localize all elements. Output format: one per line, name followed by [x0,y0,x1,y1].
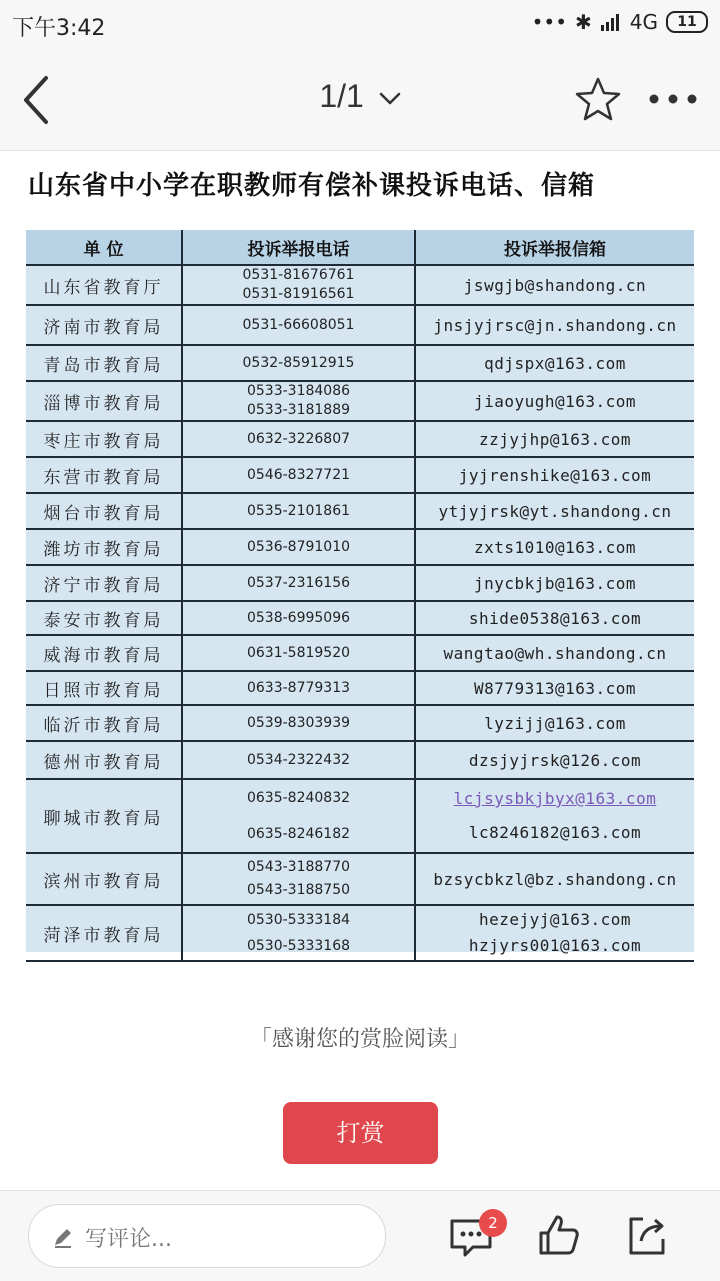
unit-cell: 青岛市教育局 [26,345,182,381]
unit-cell: 德州市教育局 [26,741,182,779]
unit-cell: 滨州市教育局 [26,853,182,905]
table-row [26,741,694,779]
unit-cell: 泰安市教育局 [26,601,182,635]
phone-cell [182,853,415,905]
header-unit: 单 位 [26,230,182,265]
top-nav-bar [0,50,720,151]
email-value: ytjyjrsk@yt.shandong.cn [438,501,672,521]
table-row [26,529,694,565]
unit-cell: 潍坊市教育局 [26,529,182,565]
phone-cell [182,779,415,853]
email-cell [415,779,694,853]
table-row [26,601,694,635]
email-cell [415,635,694,671]
thanks-text: 「感谢您的赏脸阅读」 [249,1027,470,1052]
email-cell [415,905,694,961]
email-value: jswgjb@shandong.cn [463,275,647,295]
phone-cell [182,265,415,305]
email-value: lyzijj@163.com [484,713,626,733]
phone-value: 0533-3181889 [246,402,351,418]
unit-cell: 淄博市教育局 [26,381,182,421]
email-value: shide0538@163.com [468,608,642,628]
unit-cell: 临沂市教育局 [26,705,182,741]
share-icon[interactable] [623,1211,671,1259]
signal-icon [600,13,622,31]
email-cell [415,457,694,493]
unit-cell: 威海市教育局 [26,635,182,671]
email-cell [415,741,694,779]
unit-cell: 烟台市教育局 [26,493,182,529]
unit-cell: 山东省教育厅 [26,265,182,305]
phone-value: 0543-3188750 [246,882,351,898]
phone-value: 0635-8240832 [246,790,351,806]
email-value: zxts1010@163.com [473,537,637,557]
email-cell [415,565,694,601]
phone-value: 0533-3184086 [246,383,351,399]
article-title: 山东省中小学在职教师有偿补课投诉电话、信箱 [28,171,596,201]
reward-button[interactable]: 打赏 [283,1102,438,1164]
table-row [26,565,694,601]
phone-value: 0543-3188770 [246,859,351,875]
email-value: dzsjyjrsk@126.com [468,750,642,770]
table-row [26,381,694,421]
status-bar [0,0,720,50]
unit-cell: 东营市教育局 [26,457,182,493]
phone-cell [182,741,415,779]
phone-cell [182,905,415,961]
phone-cell [182,421,415,457]
email-cell [415,529,694,565]
complaint-table [26,230,694,955]
email-value: hezejyj@163.com [479,910,631,929]
phone-cell [182,345,415,381]
battery-icon: 11 [666,11,708,33]
phone-value: 0534-2322432 [246,751,351,768]
comment-input[interactable] [28,1204,386,1268]
header-email: 投诉举报信箱 [415,230,694,265]
header-phone: 投诉举报电话 [182,230,415,265]
table-row [26,421,694,457]
phone-cell [182,635,415,671]
table-row [26,671,694,705]
email-cell [415,671,694,705]
table-header-row [26,230,694,265]
phone-value: 0531-81916561 [242,286,355,302]
unit-cell: 菏泽市教育局 [26,905,182,961]
email-cell [415,421,694,457]
phone-cell [182,671,415,705]
phone-cell [182,705,415,741]
email-cell [415,601,694,635]
table-row [26,635,694,671]
phone-value: 0537-2316156 [246,574,351,591]
email-value: jnycbkjb@163.com [473,573,637,593]
unit-cell: 日照市教育局 [26,671,182,705]
table-row [26,457,694,493]
email-cell [415,853,694,905]
phone-cell [182,457,415,493]
signal-dots-icon: ••• [531,10,567,34]
table-row [26,265,694,305]
email-cell [415,345,694,381]
phone-value: 0535-2101861 [246,502,351,519]
phone-value: 0538-6995096 [246,609,351,626]
email-value: hzjyrs001@163.com [468,936,642,955]
unit-cell: 济宁市教育局 [26,565,182,601]
phone-value: 0530-5333168 [246,938,351,954]
network-label: 4G [629,10,658,34]
email-value: jyjrenshike@163.com [458,465,652,485]
status-time: 下午3:42 [12,16,106,41]
email-value: W8779313@163.com [473,678,637,698]
email-cell [415,705,694,741]
email-value: zzjyjhp@163.com [479,429,631,449]
unit-cell: 济南市教育局 [26,305,182,345]
email-cell [415,493,694,529]
phone-value: 0546-8327721 [246,466,351,483]
more-icon[interactable] [648,93,698,105]
chevron-down-icon [379,92,401,106]
table-row [26,853,694,905]
bottom-bar [0,1190,720,1281]
email-link[interactable]: lcjsysbkjbyx@163.com [453,789,657,808]
email-value: jiaoyugh@163.com [473,391,637,411]
page-indicator-label: 1/1 [319,78,364,114]
phone-cell [182,565,415,601]
phone-value: 0530-5333184 [246,912,351,928]
email-value: bzsycbkzl@bz.shandong.cn [433,869,677,889]
phone-cell [182,601,415,635]
comment-count-badge: 2 [479,1209,507,1237]
email-value: lc8246182@163.com [468,823,642,842]
pen-icon [51,1225,75,1249]
phone-value: 0539-8303939 [246,714,351,731]
phone-value: 0532-85912915 [242,354,355,371]
email-value: wangtao@wh.shandong.cn [443,643,667,663]
email-cell [415,381,694,421]
phone-value: 0531-81676761 [242,267,355,283]
email-cell [415,265,694,305]
phone-value: 0632-3226807 [246,430,351,447]
phone-cell [182,305,415,345]
phone-value: 0633-8779313 [246,679,351,696]
bluetooth-icon: ✱ [575,10,592,34]
star-icon[interactable] [575,76,621,122]
like-icon[interactable] [535,1211,583,1259]
phone-cell [182,529,415,565]
phone-cell [182,381,415,421]
table-row [26,345,694,381]
table-row [26,779,694,853]
table-row [26,305,694,345]
table-row [26,493,694,529]
phone-value: 0635-8246182 [246,826,351,842]
phone-value: 0531-66608051 [242,316,355,333]
table-row [26,905,694,961]
table-row [26,705,694,741]
unit-cell: 枣庄市教育局 [26,421,182,457]
unit-cell: 聊城市教育局 [26,779,182,853]
email-value: qdjspx@163.com [484,353,626,373]
phone-value: 0536-8791010 [246,538,351,555]
phone-cell [182,493,415,529]
status-icons [532,10,708,34]
email-value: jnsjyjrsc@jn.shandong.cn [433,315,677,335]
email-cell [415,305,694,345]
phone-value: 0631-5819520 [246,644,351,661]
comment-placeholder: 写评论... [85,1227,172,1252]
